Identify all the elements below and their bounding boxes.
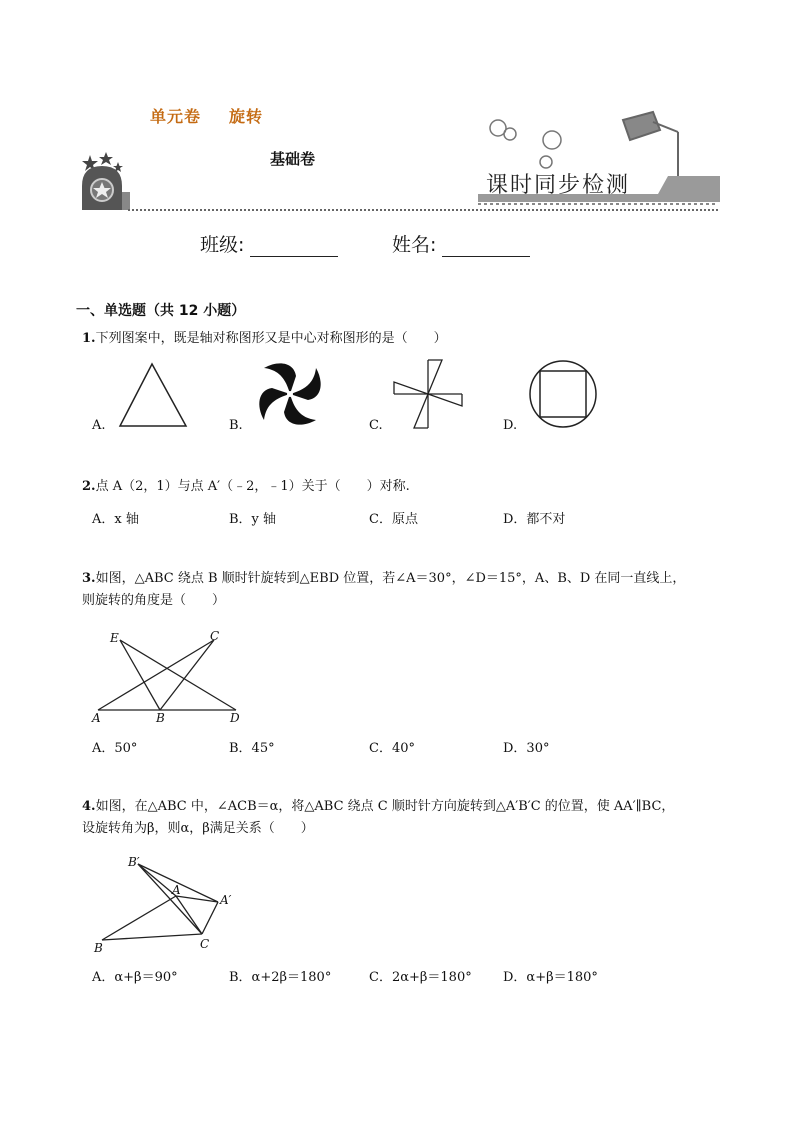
question-2: 2.点 A（2，1）与点 A′（﹣2，﹣1）关于（ ）对称. xyxy=(82,479,410,494)
option-c[interactable]: C．40° xyxy=(369,741,415,756)
label-a-prime: A′ xyxy=(220,893,232,907)
class-label: 班级: xyxy=(200,234,245,256)
option-d[interactable]: D．α+β＝180° xyxy=(503,970,598,985)
pinwheel-line-figure xyxy=(394,360,462,428)
unit-label: 单元卷 xyxy=(150,107,202,126)
question-1-figures xyxy=(110,358,730,438)
topic-label: 旋转 xyxy=(229,107,264,126)
name-field xyxy=(392,230,530,257)
label-c: C xyxy=(210,629,220,643)
option-b[interactable]: B．y 轴 xyxy=(229,512,277,527)
label-b-prime: B′ xyxy=(128,855,140,869)
pinwheel-figure xyxy=(259,363,320,424)
section-title: 一、单选题（共 12 小题） xyxy=(76,303,246,319)
question-text: 如图，△ABC 绕点 B 顺时针旋转到△EBD 位置，若∠A＝30°，∠D＝15°，A、B、D 在同一直线上， xyxy=(95,571,686,586)
question-1: 1.下列图案中，既是轴对称图形又是中心对称图形的是（ ） xyxy=(82,331,447,346)
option-b[interactable]: B．45° xyxy=(229,741,275,756)
name-blank[interactable] xyxy=(442,238,530,257)
question-4-figure xyxy=(90,852,250,956)
label-a: A xyxy=(172,883,181,897)
question-text-line2: 设旋转角为β，则α，β满足关系（ ） xyxy=(82,821,314,836)
option-d[interactable]: D．30° xyxy=(503,741,550,756)
triangle-figure xyxy=(120,364,186,426)
question-text: 点 A（2，1）与点 A′（﹣2，﹣1）关于（ ）对称. xyxy=(95,479,410,494)
label-d: D xyxy=(230,711,240,724)
question-text: 下列图案中，既是轴对称图形又是中心对称图形的是（ ） xyxy=(95,331,447,346)
question-3-figure xyxy=(90,628,250,724)
label-e: E xyxy=(110,631,119,645)
header-decoration xyxy=(78,110,723,215)
option-b[interactable]: B. xyxy=(229,418,243,433)
badge-icon xyxy=(82,166,130,210)
question-4: 4.如图，在△ABC 中，∠ACB＝α，将△ABC 绕点 C 顺时针方向旋转到△A′B′C 的位置，使 AA′∥BC， 设旋转角为β，则α，β满足关系（ ） xyxy=(82,799,675,836)
option-a[interactable]: A．x 轴 xyxy=(92,512,139,527)
label-b: B xyxy=(156,711,165,724)
class-blank[interactable] xyxy=(250,238,338,257)
class-field xyxy=(200,230,338,257)
label-a: A xyxy=(92,711,101,724)
question-text-line2: 则旋转的角度是（ ） xyxy=(82,593,226,608)
name-label: 姓名: xyxy=(392,234,437,256)
question-3: 3.如图，△ABC 绕点 B 顺时针旋转到△EBD 位置，若∠A＝30°，∠D＝15°，A、B、D 在同一直线上， 则旋转的角度是（ ） xyxy=(82,571,686,608)
level-label: 基础卷 xyxy=(270,150,316,168)
option-a[interactable]: A．50° xyxy=(92,741,138,756)
option-c[interactable]: C. xyxy=(369,418,383,433)
option-b[interactable]: B．α+2β＝180° xyxy=(229,970,332,985)
lamp-icon xyxy=(623,112,678,180)
label-c: C xyxy=(200,937,210,951)
question-text: 如图，在△ABC 中，∠ACB＝α，将△ABC 绕点 C 顺时针方向旋转到△A′B′C 的位置，使 AA′∥BC， xyxy=(95,799,675,814)
option-a[interactable]: A. xyxy=(92,418,106,433)
circle-square-figure xyxy=(530,361,596,427)
bubbles-icon xyxy=(490,120,561,168)
option-d[interactable]: D．都不对 xyxy=(503,512,566,527)
banner-title: 课时同步检测 xyxy=(486,173,631,198)
option-a[interactable]: A．α+β＝90° xyxy=(92,970,178,985)
option-c[interactable]: C．2α+β＝180° xyxy=(369,970,472,985)
label-b: B xyxy=(94,941,103,955)
option-d[interactable]: D. xyxy=(503,418,518,433)
option-c[interactable]: C．原点 xyxy=(369,512,418,527)
